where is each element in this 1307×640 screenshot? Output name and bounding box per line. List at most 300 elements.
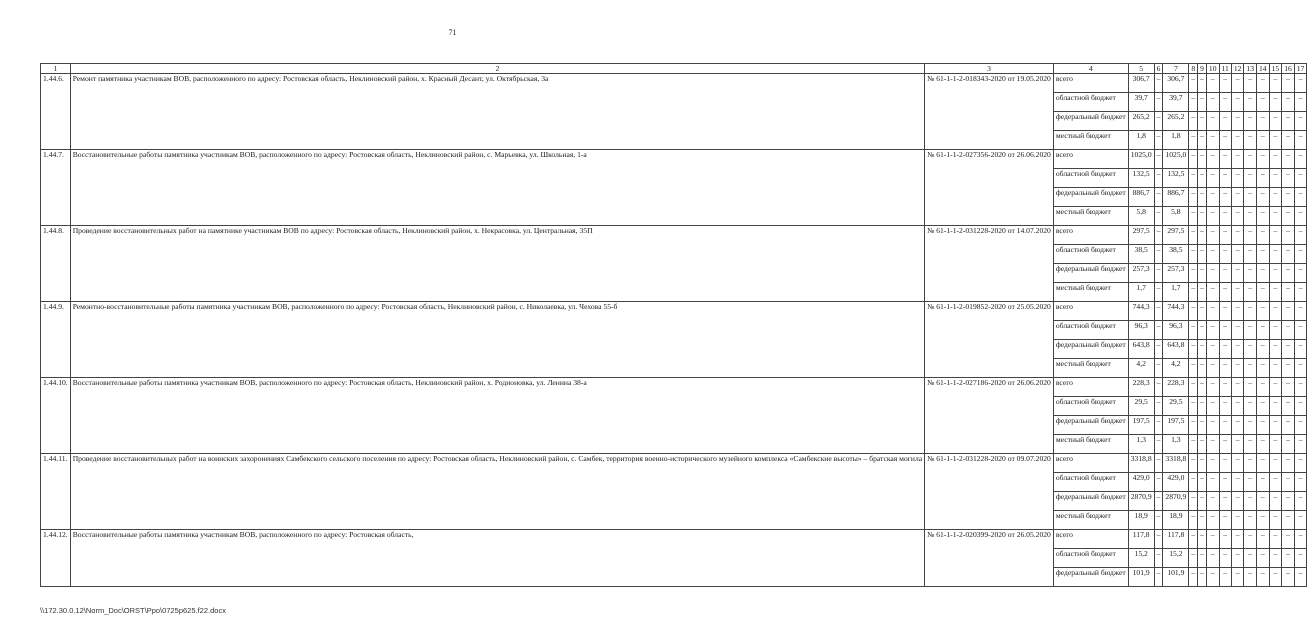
dash-cell: – — [1257, 321, 1270, 340]
value-col7: 3318,8 — [1163, 454, 1189, 473]
dash-cell: – — [1282, 530, 1295, 549]
dash-cell: – — [1294, 321, 1307, 340]
dash-cell: – — [1244, 131, 1257, 150]
dash-cell: – — [1257, 454, 1270, 473]
dash-cell: – — [1231, 131, 1244, 150]
dash-cell: – — [1269, 416, 1282, 435]
dash-cell: – — [1189, 378, 1198, 397]
funding-source-label: местный бюджет — [1053, 511, 1128, 530]
dash-cell: – — [1189, 74, 1198, 93]
value-col6: – — [1154, 112, 1163, 131]
dash-cell: – — [1231, 359, 1244, 378]
dash-cell: – — [1269, 131, 1282, 150]
dash-cell: – — [1244, 264, 1257, 283]
dash-cell: – — [1198, 226, 1207, 245]
header-cell: 4 — [1053, 64, 1128, 74]
dash-cell: – — [1282, 359, 1295, 378]
dash-cell: – — [1244, 511, 1257, 530]
dash-cell: – — [1257, 245, 1270, 264]
dash-cell: – — [1231, 169, 1244, 188]
dash-cell: – — [1257, 416, 1270, 435]
dash-cell: – — [1294, 530, 1307, 549]
dash-cell: – — [1206, 283, 1219, 302]
dash-cell: – — [1219, 492, 1231, 511]
header-cell: 1 — [41, 64, 71, 74]
dash-cell: – — [1257, 93, 1270, 112]
dash-cell: – — [1198, 150, 1207, 169]
header-cell: 10 — [1206, 64, 1219, 74]
dash-cell: – — [1282, 264, 1295, 283]
row-description: Восстановительные работы памятника участникам ВОВ, расположенного по адресу: Ростовская область, Неклиновский район, х. Родионовка, ул. Ленина 38-а — [70, 378, 924, 454]
dash-cell: – — [1244, 226, 1257, 245]
dash-cell: – — [1219, 530, 1231, 549]
dash-cell: – — [1282, 226, 1295, 245]
dash-cell: – — [1219, 302, 1231, 321]
value-col5: 265,2 — [1128, 112, 1154, 131]
dash-cell: – — [1206, 169, 1219, 188]
dash-cell: – — [1198, 131, 1207, 150]
dash-cell: – — [1206, 511, 1219, 530]
dash-cell: – — [1257, 397, 1270, 416]
value-col5: 2870,9 — [1128, 492, 1154, 511]
value-col7: 228,3 — [1163, 378, 1189, 397]
value-col5: 297,5 — [1128, 226, 1154, 245]
dash-cell: – — [1269, 530, 1282, 549]
dash-cell: – — [1219, 74, 1231, 93]
value-col7: 306,7 — [1163, 74, 1189, 93]
dash-cell: – — [1269, 511, 1282, 530]
dash-cell: – — [1294, 245, 1307, 264]
dash-cell: – — [1282, 245, 1295, 264]
value-col6: – — [1154, 492, 1163, 511]
dash-cell: – — [1231, 207, 1244, 226]
value-col5: 15,2 — [1128, 549, 1154, 568]
dash-cell: – — [1269, 264, 1282, 283]
funding-source-label: областной бюджет — [1053, 169, 1128, 188]
dash-cell: – — [1189, 416, 1198, 435]
dash-cell: – — [1257, 473, 1270, 492]
dash-cell: – — [1269, 207, 1282, 226]
value-col7: 4,2 — [1163, 359, 1189, 378]
dash-cell: – — [1206, 549, 1219, 568]
dash-cell: – — [1282, 511, 1295, 530]
dash-cell: – — [1294, 283, 1307, 302]
dash-cell: – — [1282, 473, 1295, 492]
dash-cell: – — [1294, 511, 1307, 530]
header-cell: 11 — [1219, 64, 1231, 74]
dash-cell: – — [1206, 435, 1219, 454]
value-col5: 38,5 — [1128, 245, 1154, 264]
value-col7: 29,5 — [1163, 397, 1189, 416]
dash-cell: – — [1206, 112, 1219, 131]
dash-cell: – — [1269, 435, 1282, 454]
value-col7: 1,3 — [1163, 435, 1189, 454]
dash-cell: – — [1257, 568, 1270, 587]
dash-cell: – — [1257, 378, 1270, 397]
dash-cell: – — [1269, 188, 1282, 207]
dash-cell: – — [1198, 93, 1207, 112]
dash-cell: – — [1219, 454, 1231, 473]
dash-cell: – — [1257, 188, 1270, 207]
value-col6: – — [1154, 74, 1163, 93]
value-col5: 197,5 — [1128, 416, 1154, 435]
dash-cell: – — [1294, 397, 1307, 416]
value-col7: 2870,9 — [1163, 492, 1189, 511]
dash-cell: – — [1231, 112, 1244, 131]
dash-cell: – — [1189, 226, 1198, 245]
value-col7: 265,2 — [1163, 112, 1189, 131]
dash-cell: – — [1294, 416, 1307, 435]
dash-cell: – — [1282, 416, 1295, 435]
row-document-ref: № 61-1-1-2-019852-2020 от 25.05.2020 — [925, 302, 1054, 378]
dash-cell: – — [1198, 473, 1207, 492]
dash-cell: – — [1294, 378, 1307, 397]
header-cell: 6 — [1154, 64, 1163, 74]
dash-cell: – — [1231, 549, 1244, 568]
header-row — [41, 64, 1307, 74]
dash-cell: – — [1282, 435, 1295, 454]
header-cell: 14 — [1257, 64, 1270, 74]
value-col7: 132,5 — [1163, 169, 1189, 188]
value-col7: 5,8 — [1163, 207, 1189, 226]
value-col6: – — [1154, 378, 1163, 397]
dash-cell: – — [1219, 473, 1231, 492]
dash-cell: – — [1219, 416, 1231, 435]
dash-cell: – — [1189, 530, 1198, 549]
dash-cell: – — [1206, 245, 1219, 264]
dash-cell: – — [1257, 435, 1270, 454]
dash-cell: – — [1189, 473, 1198, 492]
dash-cell: – — [1206, 74, 1219, 93]
dash-cell: – — [1198, 359, 1207, 378]
dash-cell: – — [1257, 207, 1270, 226]
dash-cell: – — [1198, 492, 1207, 511]
dash-cell: – — [1219, 169, 1231, 188]
value-col7: 643,8 — [1163, 340, 1189, 359]
dash-cell: – — [1189, 568, 1198, 587]
dash-cell: – — [1269, 93, 1282, 112]
value-col7: 15,2 — [1163, 549, 1189, 568]
dash-cell: – — [1257, 131, 1270, 150]
dash-cell: – — [1231, 530, 1244, 549]
dash-cell: – — [1198, 454, 1207, 473]
value-col5: 886,7 — [1128, 188, 1154, 207]
dash-cell: – — [1282, 283, 1295, 302]
row-id: 1.44.9. — [41, 302, 71, 378]
row-document-ref: № 61-1-1-2-031228-2020 от 09.07.2020 — [925, 454, 1054, 530]
dash-cell: – — [1231, 321, 1244, 340]
value-col6: – — [1154, 302, 1163, 321]
value-col6: – — [1154, 454, 1163, 473]
dash-cell: – — [1244, 169, 1257, 188]
value-col6: – — [1154, 530, 1163, 549]
dash-cell: – — [1244, 454, 1257, 473]
row-description: Проведение восстановительных работ на памятнике участникам ВОВ по адресу: Ростовская область, Неклиновский район, х. Некрасовка, ул. Центральная, 35П — [70, 226, 924, 302]
page-number: 71 — [448, 28, 457, 37]
header-cell: 16 — [1282, 64, 1295, 74]
dash-cell: – — [1269, 169, 1282, 188]
dash-cell: – — [1219, 321, 1231, 340]
value-col6: – — [1154, 416, 1163, 435]
value-col7: 117,8 — [1163, 530, 1189, 549]
dash-cell: – — [1269, 378, 1282, 397]
row-id: 1.44.8. — [41, 226, 71, 302]
header-cell: 8 — [1189, 64, 1198, 74]
dash-cell: – — [1282, 454, 1295, 473]
dash-cell: – — [1231, 150, 1244, 169]
dash-cell: – — [1206, 188, 1219, 207]
dash-cell: – — [1269, 74, 1282, 93]
funding-source-label: областной бюджет — [1053, 93, 1128, 112]
dash-cell: – — [1219, 188, 1231, 207]
value-col7: 38,5 — [1163, 245, 1189, 264]
funding-source-label: местный бюджет — [1053, 207, 1128, 226]
dash-cell: – — [1269, 473, 1282, 492]
dash-cell: – — [1294, 264, 1307, 283]
dash-cell: – — [1198, 568, 1207, 587]
dash-cell: – — [1198, 340, 1207, 359]
dash-cell: – — [1294, 473, 1307, 492]
dash-cell: – — [1189, 549, 1198, 568]
funding-source-label: областной бюджет — [1053, 245, 1128, 264]
dash-cell: – — [1257, 264, 1270, 283]
dash-cell: – — [1189, 131, 1198, 150]
row-document-ref: № 61-1-1-2-027186-2020 от 26.06.2020 — [925, 378, 1054, 454]
table-row — [41, 454, 1307, 473]
dash-cell: – — [1294, 150, 1307, 169]
dash-cell: – — [1198, 207, 1207, 226]
dash-cell: – — [1189, 435, 1198, 454]
dash-cell: – — [1198, 549, 1207, 568]
dash-cell: – — [1206, 264, 1219, 283]
dash-cell: – — [1231, 511, 1244, 530]
funding-source-label: всего — [1053, 530, 1128, 549]
funding-source-label: областной бюджет — [1053, 549, 1128, 568]
funding-source-label: областной бюджет — [1053, 397, 1128, 416]
dash-cell: – — [1244, 150, 1257, 169]
dash-cell: – — [1206, 131, 1219, 150]
dash-cell: – — [1257, 283, 1270, 302]
row-document-ref: № 61-1-1-2-020399-2020 от 26.05.2020 — [925, 530, 1054, 587]
header-cell: 12 — [1231, 64, 1244, 74]
header-cell: 9 — [1198, 64, 1207, 74]
value-col7: 1,7 — [1163, 283, 1189, 302]
dash-cell: – — [1282, 378, 1295, 397]
header-cell: 2 — [70, 64, 924, 74]
dash-cell: – — [1219, 207, 1231, 226]
value-col6: – — [1154, 397, 1163, 416]
dash-cell: – — [1189, 112, 1198, 131]
dash-cell: – — [1206, 321, 1219, 340]
dash-cell: – — [1198, 530, 1207, 549]
dash-cell: – — [1189, 169, 1198, 188]
value-col5: 4,2 — [1128, 359, 1154, 378]
dash-cell: – — [1257, 530, 1270, 549]
dash-cell: – — [1231, 492, 1244, 511]
header-cell: 3 — [925, 64, 1054, 74]
value-col7: 197,5 — [1163, 416, 1189, 435]
dash-cell: – — [1219, 549, 1231, 568]
dash-cell: – — [1244, 435, 1257, 454]
table-row — [41, 74, 1307, 93]
dash-cell: – — [1206, 207, 1219, 226]
header-cell: 17 — [1294, 64, 1307, 74]
funding-source-label: федеральный бюджет — [1053, 492, 1128, 511]
funding-source-label: всего — [1053, 74, 1128, 93]
dash-cell: – — [1244, 302, 1257, 321]
value-col7: 744,3 — [1163, 302, 1189, 321]
row-document-ref: № 61-1-1-2-018343-2020 от 19.05.2020 — [925, 74, 1054, 150]
dash-cell: – — [1244, 112, 1257, 131]
value-col5: 1,7 — [1128, 283, 1154, 302]
dash-cell: – — [1294, 492, 1307, 511]
dash-cell: – — [1189, 302, 1198, 321]
value-col7: 429,0 — [1163, 473, 1189, 492]
dash-cell: – — [1269, 302, 1282, 321]
dash-cell: – — [1244, 188, 1257, 207]
value-col6: – — [1154, 207, 1163, 226]
value-col6: – — [1154, 568, 1163, 587]
funding-source-label: всего — [1053, 454, 1128, 473]
dash-cell: – — [1244, 321, 1257, 340]
row-description: Восстановительные работы памятника участникам ВОВ, расположенного по адресу: Ростовская область, — [70, 530, 924, 587]
dash-cell: – — [1219, 359, 1231, 378]
value-col5: 643,8 — [1128, 340, 1154, 359]
dash-cell: – — [1198, 264, 1207, 283]
dash-cell: – — [1282, 321, 1295, 340]
dash-cell: – — [1231, 473, 1244, 492]
dash-cell: – — [1282, 568, 1295, 587]
dash-cell: – — [1198, 397, 1207, 416]
dash-cell: – — [1231, 74, 1244, 93]
dash-cell: – — [1294, 74, 1307, 93]
dash-cell: – — [1282, 150, 1295, 169]
row-description: Восстановительные работы памятника участникам ВОВ, расположенного по адресу: Ростовская область, Неклиновский район, с. Марьевка, ул. Школьная, 1-а — [70, 150, 924, 226]
dash-cell: – — [1244, 397, 1257, 416]
dash-cell: – — [1269, 226, 1282, 245]
dash-cell: – — [1219, 93, 1231, 112]
dash-cell: – — [1294, 568, 1307, 587]
funding-source-label: федеральный бюджет — [1053, 264, 1128, 283]
dash-cell: – — [1269, 549, 1282, 568]
dash-cell: – — [1231, 188, 1244, 207]
dash-cell: – — [1244, 93, 1257, 112]
dash-cell: – — [1244, 359, 1257, 378]
header-cell: 5 — [1128, 64, 1154, 74]
row-id: 1.44.12. — [41, 530, 71, 587]
dash-cell: – — [1189, 150, 1198, 169]
funding-source-label: федеральный бюджет — [1053, 416, 1128, 435]
value-col6: – — [1154, 340, 1163, 359]
value-col5: 3318,8 — [1128, 454, 1154, 473]
dash-cell: – — [1198, 511, 1207, 530]
value-col6: – — [1154, 93, 1163, 112]
value-col5: 257,3 — [1128, 264, 1154, 283]
dash-cell: – — [1198, 74, 1207, 93]
value-col7: 886,7 — [1163, 188, 1189, 207]
dash-cell: – — [1231, 302, 1244, 321]
dash-cell: – — [1257, 169, 1270, 188]
dash-cell: – — [1206, 340, 1219, 359]
value-col5: 117,8 — [1128, 530, 1154, 549]
dash-cell: – — [1189, 454, 1198, 473]
funding-source-label: местный бюджет — [1053, 131, 1128, 150]
value-col6: – — [1154, 226, 1163, 245]
row-id: 1.44.10. — [41, 378, 71, 454]
value-col6: – — [1154, 549, 1163, 568]
table-row — [41, 226, 1307, 245]
funding-source-label: областной бюджет — [1053, 321, 1128, 340]
dash-cell: – — [1282, 74, 1295, 93]
value-col6: – — [1154, 131, 1163, 150]
value-col5: 1,3 — [1128, 435, 1154, 454]
dash-cell: – — [1282, 112, 1295, 131]
dash-cell: – — [1269, 492, 1282, 511]
row-description: Ремонт памятника участникам ВОВ, расположенного по адресу: Ростовская область, Неклиновский район, х. Красный Десант, ул. Октябрьская, 3а — [70, 74, 924, 150]
dash-cell: – — [1244, 473, 1257, 492]
dash-cell: – — [1206, 150, 1219, 169]
value-col6: – — [1154, 169, 1163, 188]
dash-cell: – — [1206, 416, 1219, 435]
value-col6: – — [1154, 150, 1163, 169]
table-row — [41, 378, 1307, 397]
value-col7: 18,9 — [1163, 511, 1189, 530]
dash-cell: – — [1282, 93, 1295, 112]
value-col6: – — [1154, 264, 1163, 283]
dash-cell: – — [1198, 416, 1207, 435]
dash-cell: – — [1257, 226, 1270, 245]
dash-cell: – — [1206, 492, 1219, 511]
dash-cell: – — [1294, 93, 1307, 112]
dash-cell: – — [1282, 207, 1295, 226]
dash-cell: – — [1269, 321, 1282, 340]
row-description: Ремонтно-восстановительные работы памятника участникам ВОВ, расположенного по адресу: Ростовская область, Неклиновский район, с. Николаевка, ул. Чехова 55-б — [70, 302, 924, 378]
dash-cell: – — [1206, 568, 1219, 587]
funding-source-label: всего — [1053, 378, 1128, 397]
dash-cell: – — [1231, 283, 1244, 302]
dash-cell: – — [1231, 397, 1244, 416]
dash-cell: – — [1219, 568, 1231, 587]
dash-cell: – — [1206, 530, 1219, 549]
dash-cell: – — [1198, 169, 1207, 188]
dash-cell: – — [1244, 207, 1257, 226]
funding-source-label: федеральный бюджет — [1053, 340, 1128, 359]
dash-cell: – — [1189, 93, 1198, 112]
dash-cell: – — [1219, 511, 1231, 530]
dash-cell: – — [1294, 207, 1307, 226]
dash-cell: – — [1257, 359, 1270, 378]
value-col6: – — [1154, 188, 1163, 207]
dash-cell: – — [1198, 245, 1207, 264]
dash-cell: – — [1231, 568, 1244, 587]
dash-cell: – — [1189, 207, 1198, 226]
dash-cell: – — [1257, 150, 1270, 169]
dash-cell: – — [1189, 283, 1198, 302]
dash-cell: – — [1189, 359, 1198, 378]
dash-cell: – — [1231, 93, 1244, 112]
dash-cell: – — [1257, 112, 1270, 131]
dash-cell: – — [1189, 397, 1198, 416]
dash-cell: – — [1294, 549, 1307, 568]
value-col5: 228,3 — [1128, 378, 1154, 397]
dash-cell: – — [1244, 283, 1257, 302]
budget-table — [40, 63, 1307, 587]
value-col6: – — [1154, 435, 1163, 454]
dash-cell: – — [1294, 188, 1307, 207]
dash-cell: – — [1244, 74, 1257, 93]
row-description: Проведение восстановительных работ на воинских захоронениях Самбекского сельского поселения по адресу: Ростовская область, Неклиновский район, с. Самбек, территория военно-исторического музейного комплекса «Самбекские высоты» – братская могила — [70, 454, 924, 530]
value-col5: 18,9 — [1128, 511, 1154, 530]
